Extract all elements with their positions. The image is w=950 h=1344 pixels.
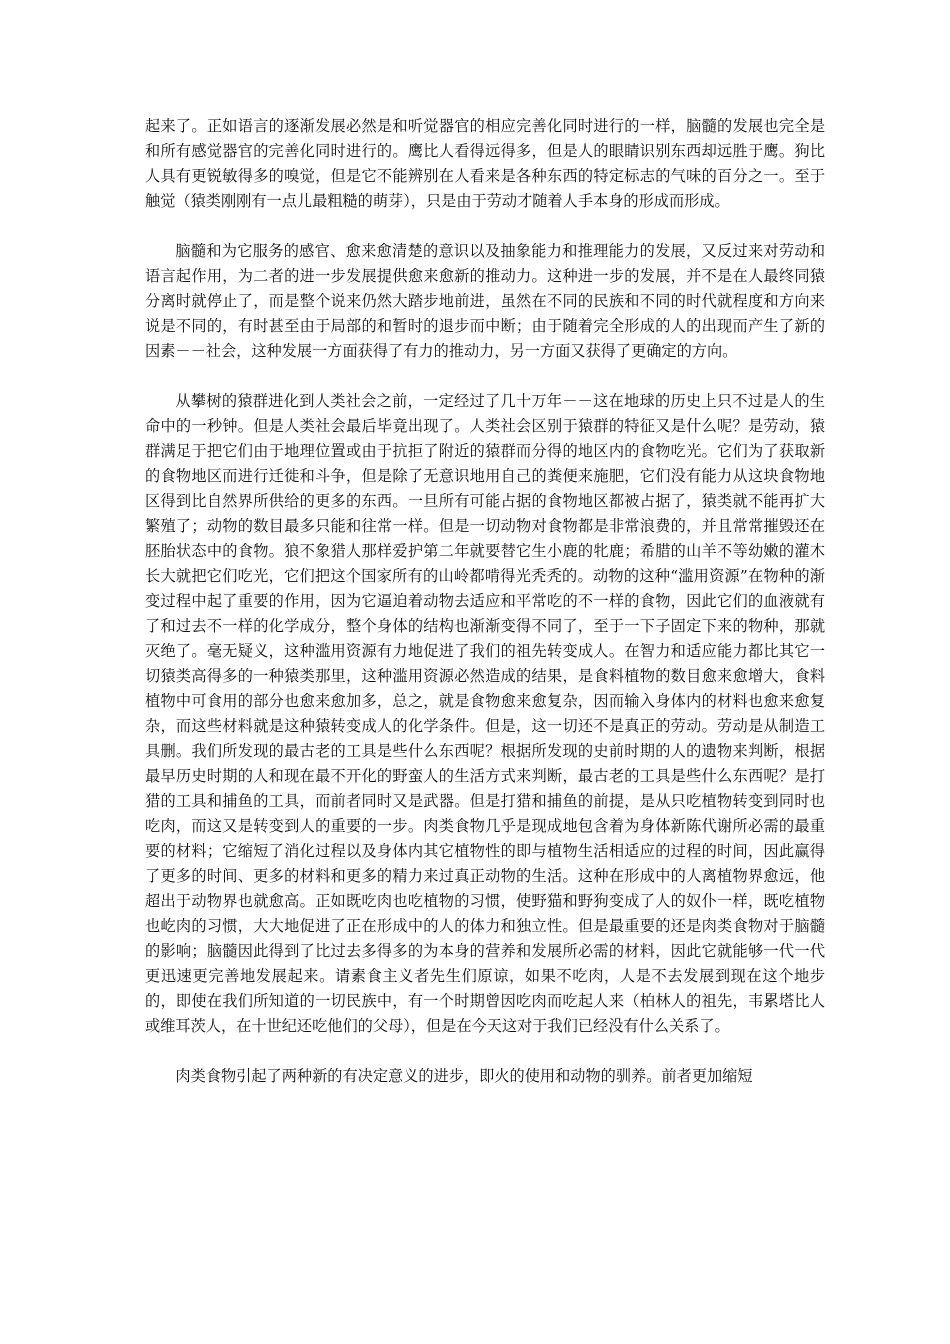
paragraph-human-society: 从攀树的猿群进化到人类社会之前，一定经过了几十万年－－这在地球的历史上只不过是人的生命中的一秒钟。但是人类社会最后毕竟出现了。人类社会区别于猿群的特征又是什么呢？是劳动，猿群满足于把它们由于地理位置或由于抗拒了附近的猿群而分得的地区内的食物吃光。它们为了获取新的食物地区而进行迁徙和斗争，但是除了无意识地用自己的粪便来施肥，它们没有能力从这块食物地区得到比自然界所供给的更多的东西。一旦所有可能占据的食物地区都被占据了，猿类就不能再扩大繁殖了；动物的数目最多只能和往常一样。但是一切动物对食物都是非常浪费的，并且常常摧毁还在胚胎状态中的食物。狼不象猎人那样爱护第二年就要替它生小鹿的牝鹿；希腊的山羊不等幼嫩的灌木长大就把它们吃光，它们把这个国家所有的山岭都啃得光秃秃的。动物的这种“滥用资源”在物种的渐变过程中起了重要的作用，因为它逼迫着动物去适应和平常吃的不一样的食物，因此它们的血液就有了和过去不一样的化学成分，整个身体的结构也渐渐变得不同了，至于一下子固定下来的物种，那就灭绝了。毫无疑义，这种滥用资源有力地促进了我们的祖先转变成人。在智力和适应能力都比其它一切猿类高得多的一种猿类那里，这种滥用资源必然造成的结果，是食料植物的数目愈来愈增大，食料植物中可食用的部分也愈来愈加多，总之，就是食物愈来愈复杂，因而输入身体内的材料也愈来愈复杂，而这些材料就是这种猿转变成人的化学条件。但是，这一切还不是真正的劳动。劳动是从制造工具删。我们所发现的最古老的工具是些什么东西呢？根据所发现的史前时期的人的遗物来判断，根据最早历史时期的人和现在最不开化的野蛮人的生活方式来判断，最古老的工具是些什么东西呢？是打猎的工具和捕鱼的工具，而前者同时又是武器。但是打猎和捕鱼的前提，是从只吃植物转变到同时也吃肉，而这又是转变到人的重要的一步。肉类食物几乎是现成地包含着为身体新陈代谢所必需的最重要的材料；它缩短了消化过程以及身体内其它植物性的即与植物生活相适应的过程的时间，因此赢得了更多的时间、更多的材料和更多的精力来过真正动物的生活。这种在形成中的人离植物界愈远，他超出于动物界也就愈高。正如既吃肉也吃植物的习惯，使野猫和野狗变成了人的奴仆一样，既吃植物也屹肉的习惯，大大地促进了正在形成中的人的体力和独立性。但是最重要的还是肉类食物对于脑髓的影响；脑髓因此得到了比过去多得多的为本身的营养和发展所必需的材料，因此它就能够一代一代更迅速更完善地发展起来。请素食主义者先生们原谅，如果不吃肉，人是不去发展到现在这个地步的，即使在我们所知道的一切民族中，有一个时期曾因吃肉而吃起人来（柏林人的祖先，韦累塔比人或维耳茨人，在十世纪还吃他们的父母），但是在今天这对于我们已经没有什么关系了。	[145, 392, 825, 1035]
document-body	[145, 114, 825, 1114]
paragraph-brain-development: 脑髓和为它服务的感官、愈来愈清楚的意识以及抽象能力和推理能力的发展，又反过来对劳动和语言起作用，为二者的进一步发展提供愈来愈新的推动力。这种进一步的发展，并不是在人最终同猿分离时就停止了，而是整个说来仍然大踏步地前进，虽然在不同的民族和不同的时代就程度和方向来说是不同的，有时甚至由于局部的和暂时的退步而中断；由于随着完全形成的人的出现而产生了新的因素－－社会，这种发展一方面获得了有力的推动力，另一方面又获得了更确定的方向。	[145, 242, 825, 360]
paragraph-continuation: 起来了。正如语言的逐渐发展必然是和听觉器官的相应完善化同时进行的一样，脑髓的发展也完全是和所有感觉器官的完善化同时进行的。鹰比人看得远得多，但是人的眼睛识别东西却远胜于鹰。狗比人具有更锐敏得多的嗅觉，但是它不能辨别在人看来是各种东西的特定标志的气味的百分之一。至于触觉（猿类刚刚有一点儿最粗糙的萌芽），只是由于劳动才随着人手本身的形成而形成。	[145, 117, 825, 210]
paragraph-meat-food: 肉类食物引起了两种新的有决定意义的进步，即火的使用和动物的驯养。前者更加缩短	[175, 1067, 753, 1085]
